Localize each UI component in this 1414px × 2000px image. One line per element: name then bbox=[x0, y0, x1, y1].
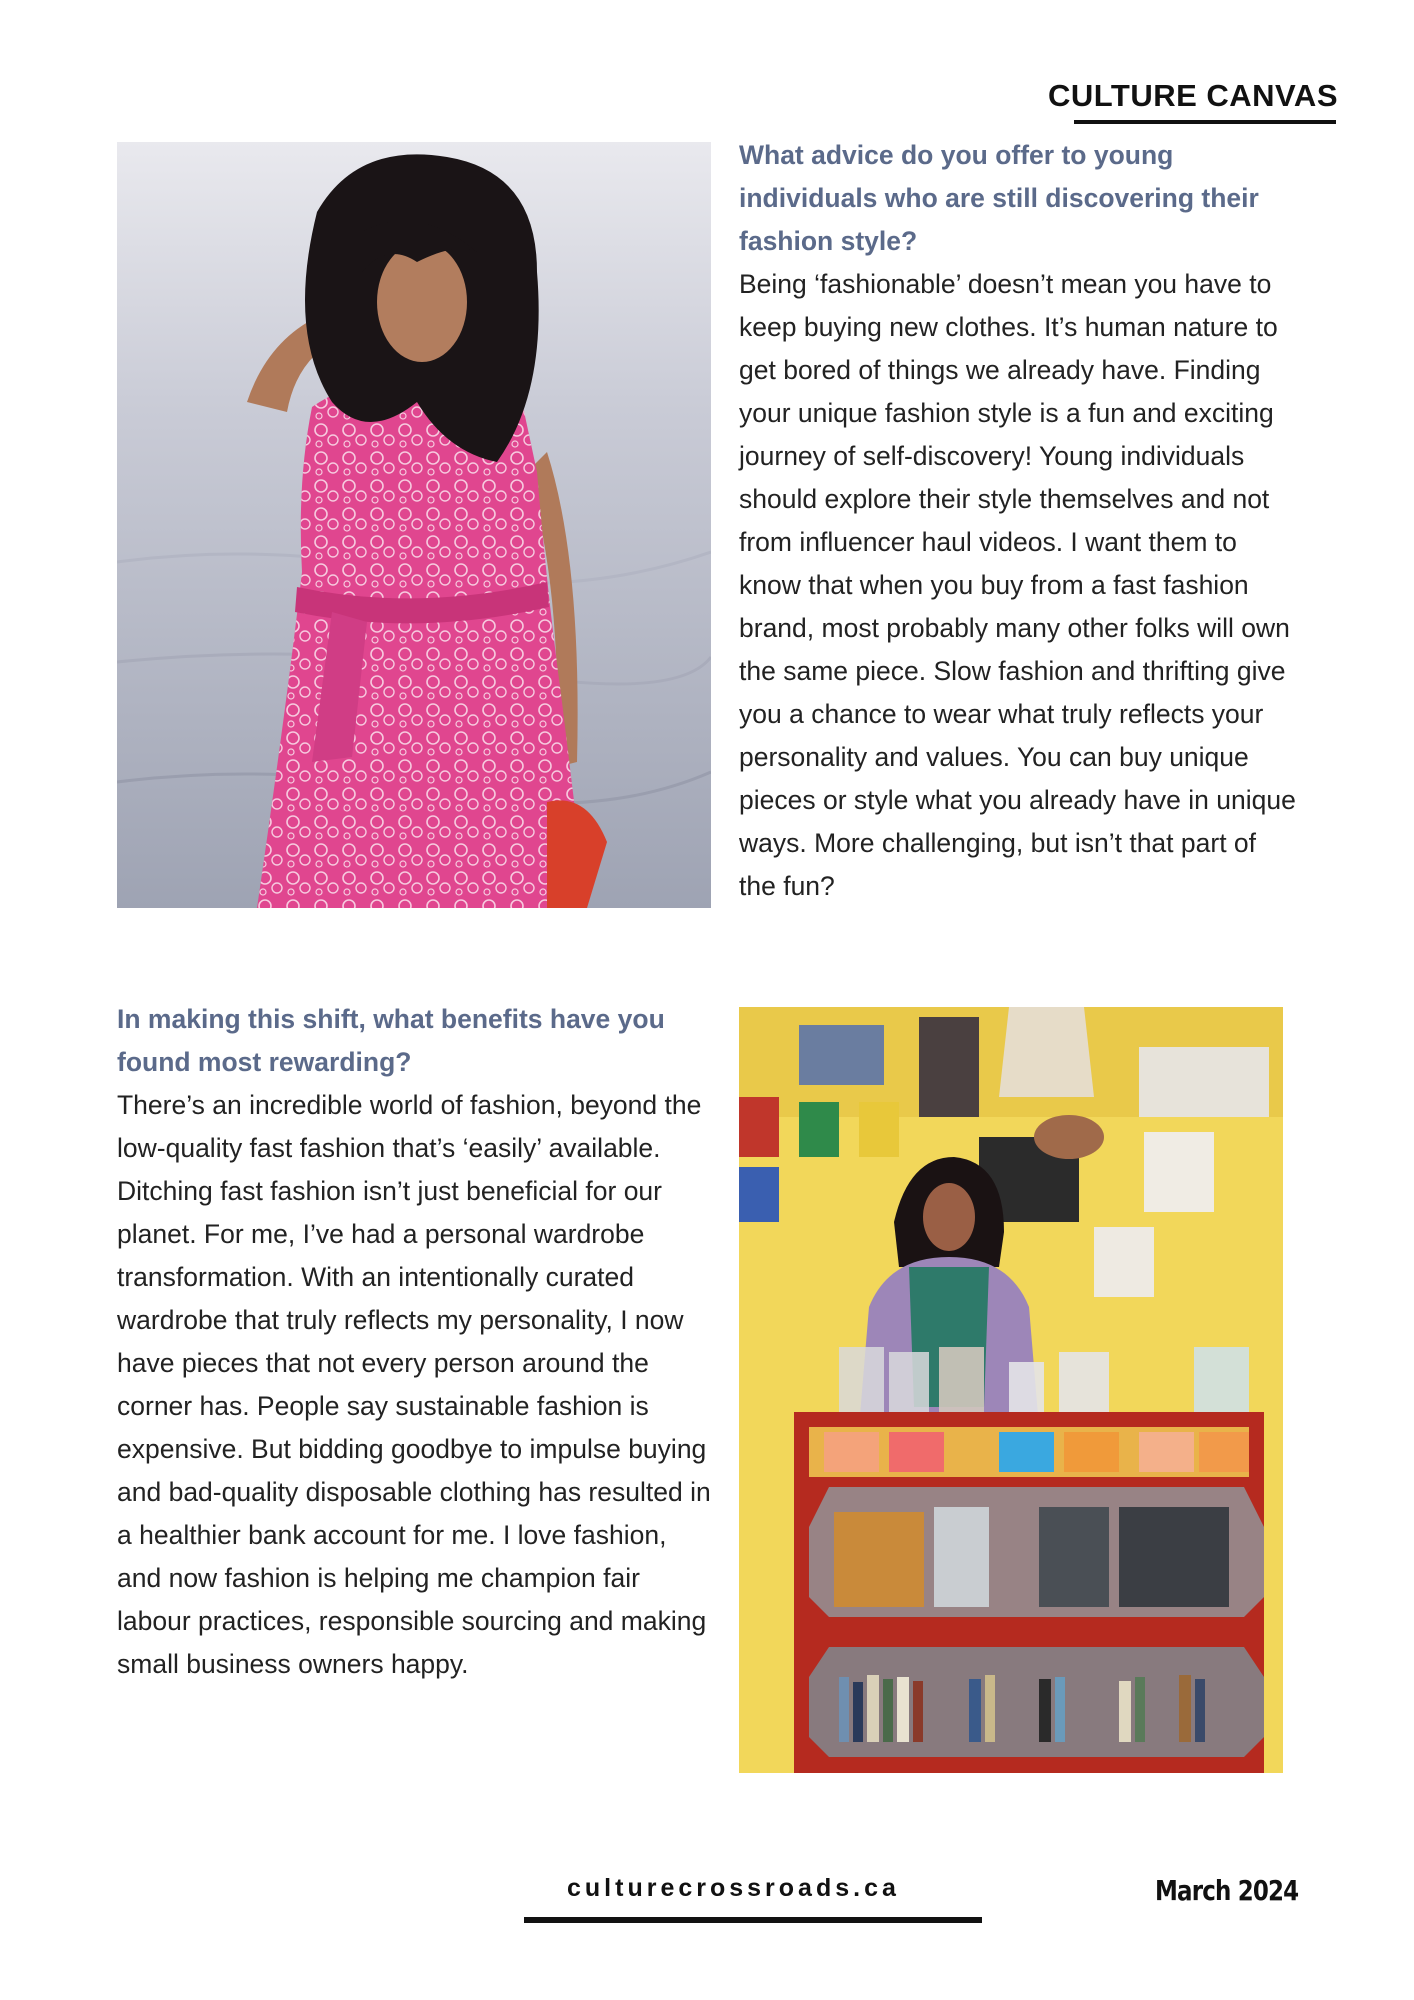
website-url: culturecrossroads.ca bbox=[567, 1874, 900, 1902]
dress-photo bbox=[117, 142, 711, 908]
left-column bbox=[117, 998, 717, 1686]
answer-benefits: There’s an incredible world of fashion, beyond the low-quality fast fashion that’s ‘easily’ available. Ditching fast fashion isn’t just beneficial for our planet. For me, I’ve had a personal wardrobe transformation. With an intentionally curated wardrobe that truly reflects my personality, I now have pieces that not every person around the corner has. People say sustainable fashion is expensive. But bidding goodbye to impulse buying and bad-quality disposable clothing has resulted in a healthier bank account for me. I love fashion, and now fashion is helping me champion fair labour practices, responsible sourcing and making small business owners happy. bbox=[117, 1090, 711, 1679]
question-benefits: In making this shift, what benefits have you found most rewarding? bbox=[117, 1004, 665, 1077]
answer-advice: Being ‘fashionable’ doesn’t mean you have to keep buying new clothes. It’s human nature to get bored of things we already have. Finding your unique fashion style is a fun and exciting journey of self-discovery! Young individuals should explore their style themselves and not from influencer haul videos. I want them to know that when you buy from a fast fashion brand, most probably many other folks will own the same piece. Slow fashion and thrifting give you a chance to wear what truly reflects your personality and values. You can buy unique pieces or style what you already have in unique ways. More challenging, but isn’t that part of the fun? bbox=[739, 269, 1296, 901]
shop-photo bbox=[739, 1007, 1283, 1773]
magazine-brand: CULTURE CANVAS bbox=[1047, 78, 1338, 113]
question-advice: What advice do you offer to young individuals who are still discovering their fashion style? bbox=[739, 140, 1259, 256]
right-column bbox=[739, 134, 1299, 908]
brand-underline bbox=[1074, 120, 1336, 124]
footer-underline bbox=[524, 1917, 982, 1923]
issue-date: March 2024 bbox=[1155, 1874, 1299, 1907]
